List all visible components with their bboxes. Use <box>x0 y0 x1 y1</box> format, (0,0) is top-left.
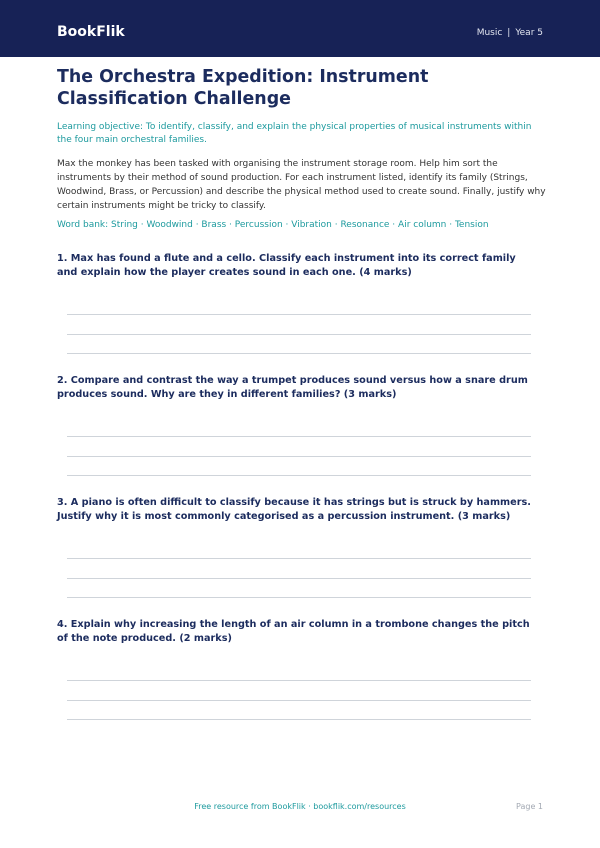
answer-line[interactable] <box>67 353 531 354</box>
answer-line[interactable] <box>67 680 531 681</box>
answer-line[interactable] <box>67 558 531 559</box>
answer-line[interactable] <box>67 700 531 701</box>
answer-line[interactable] <box>67 578 531 579</box>
answer-line[interactable] <box>67 436 531 437</box>
header-bar <box>0 0 600 57</box>
year-label: Year 5 <box>515 28 543 38</box>
meta-separator: | <box>507 28 511 38</box>
subject-label: Music <box>476 28 503 38</box>
answer-line[interactable] <box>67 719 531 720</box>
question-4: 4. Explain why increasing the length of an air column in a trombone changes the pitch of the note produced. (2 marks) <box>57 619 530 644</box>
learning-objective: Learning objective: To identify, classify, and explain the physical properties of musical instruments within the four main orchestral families. <box>57 122 532 145</box>
subject-year-label <box>477 27 543 39</box>
intro-paragraph: Max the monkey has been tasked with organising the instrument storage room. Help him sort the instruments by their method of sound production. For each instrument listed, identify its family (Strings, Woodwind, Brass, or Percussion) and describe the physical method used to create sound. Finally, justify why certain instruments might be tricky to classify. <box>57 159 546 211</box>
brand-logo[interactable]: BookFlik <box>57 24 125 40</box>
question-2: 2. Compare and contrast the way a trumpet produces sound versus how a snare drum produces sound. Why are they in different families? (3 marks) <box>57 375 528 400</box>
page-number: Page 1 <box>516 802 543 811</box>
footer-credit[interactable]: Free resource from BookFlik · bookflik.com/resources <box>194 802 406 811</box>
question-3: 3. A piano is often difficult to classify because it has strings but is struck by hammers. Justify why it is most commonly categorised as a percussion instrument. (3 marks) <box>57 497 531 522</box>
word-bank: Word bank: String · Woodwind · Brass · Percussion · Vibration · Resonance · Air column · Tension <box>57 220 489 230</box>
answer-line[interactable] <box>67 475 531 476</box>
answer-line[interactable] <box>67 597 531 598</box>
page-title: The Orchestra Expedition: Instrument Classification Challenge <box>57 67 429 109</box>
question-1: 1. Max has found a flute and a cello. Classify each instrument into its correct family and explain how the player creates sound in each one. (4 marks) <box>57 253 516 278</box>
answer-line[interactable] <box>67 314 531 315</box>
answer-line[interactable] <box>67 456 531 457</box>
answer-line[interactable] <box>67 334 531 335</box>
